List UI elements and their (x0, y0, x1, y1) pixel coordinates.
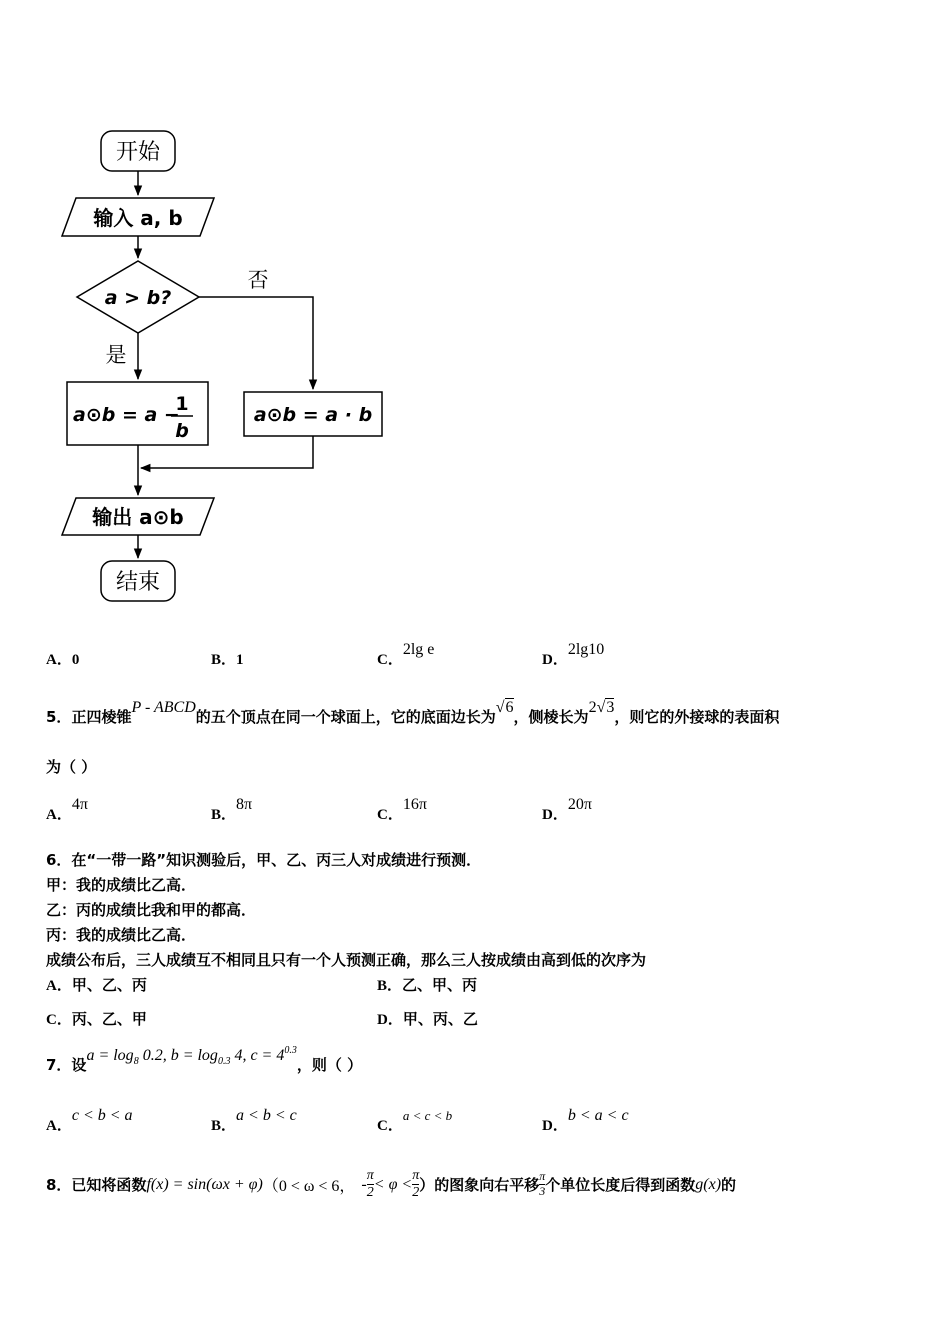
q6-option-d: D．甲、丙、乙 (377, 1010, 478, 1028)
q6-option-c: C．丙、乙、甲 (46, 1010, 147, 1028)
yes-process-main: a⊙b = a − (73, 404, 180, 426)
output-label: 输出 a⊙b (92, 505, 184, 529)
q7-stem: 7．设$a = \log_8 0.2$, $b = \log_{0.3} 4$, $c = 4^{0.3}$，则（ ） (46, 1045, 363, 1074)
q6-statement-bing: 丙：我的成绩比乙高． (46, 926, 197, 944)
start-label: 开始 (115, 140, 161, 165)
q6-option-b: B．乙、甲、丙 (377, 976, 478, 994)
q5-stem: 5．正四棱锥P - ABCD的五个顶点在同一个球面上，它的底面边长为√6，侧棱长为2√3，则它的外接球的表面积 (46, 699, 780, 726)
q4-option-a: A．0 (46, 652, 80, 668)
flowchart (0, 0, 420, 620)
q7-option-d: D．b < a < c (542, 1107, 629, 1134)
pi-over-3: $\frac{\pi}{3}$ (539, 1169, 546, 1199)
q5-option-b: B．8π (211, 796, 253, 823)
neg-pi-over-2: $\frac{\pi}{2}$ (366, 1168, 374, 1201)
pi-over-2: $\frac{\pi}{2}$ (412, 1168, 420, 1201)
q5-option-c: C．16π (377, 796, 427, 823)
q6-stem: 6．在“一带一路”知识测验后，甲、乙、丙三人对成绩进行预测． (46, 851, 482, 869)
yes-process-num: 1 (175, 393, 189, 415)
end-label: 结束 (115, 570, 161, 595)
q5-option-d: D．20π (542, 796, 592, 823)
q7-option-b: B．a < b < c (211, 1107, 297, 1134)
q4-option-b: B．1 (211, 652, 244, 668)
q7-option-c: C．a < c < b (377, 1108, 453, 1134)
decision-label: a > b? (104, 287, 172, 309)
q5-option-a: A．4π (46, 796, 88, 823)
q6-question: 成绩公布后，三人成绩互不相同且只有一个人预测正确，那么三人按成绩由高到低的次序为 (46, 951, 647, 969)
q6-statement-jia: 甲：我的成绩比乙高． (46, 876, 197, 894)
yes-label: 是 (105, 343, 127, 367)
q4-option-d: D．2lg10 (542, 641, 605, 668)
input-label: 输入 a, b (93, 206, 183, 230)
q6-option-a: A．甲、乙、丙 (46, 976, 147, 994)
q4-option-c: C．2lg e (377, 641, 435, 668)
no-process-label: a⊙b = a · b (253, 404, 373, 426)
q7-option-a: A．c < b < a (46, 1107, 133, 1134)
q6-statement-yi: 乙：丙的成绩比我和甲的都高． (46, 901, 257, 919)
q5-stem-cont: 为（ ） (46, 758, 97, 776)
no-label: 否 (247, 268, 269, 292)
yes-process-den: b (175, 420, 189, 442)
q8-stem: 8．已知将函数 f(x) = sin(ωx + φ) （0 < ω < 6， - $\frac{\pi}{2}$ < φ < $\frac{\pi}{2}$ ）的图象向右平移 $\frac{\pi}{3}$ 个单位长度后得到函数 g(x) 的 (46, 1168, 737, 1201)
